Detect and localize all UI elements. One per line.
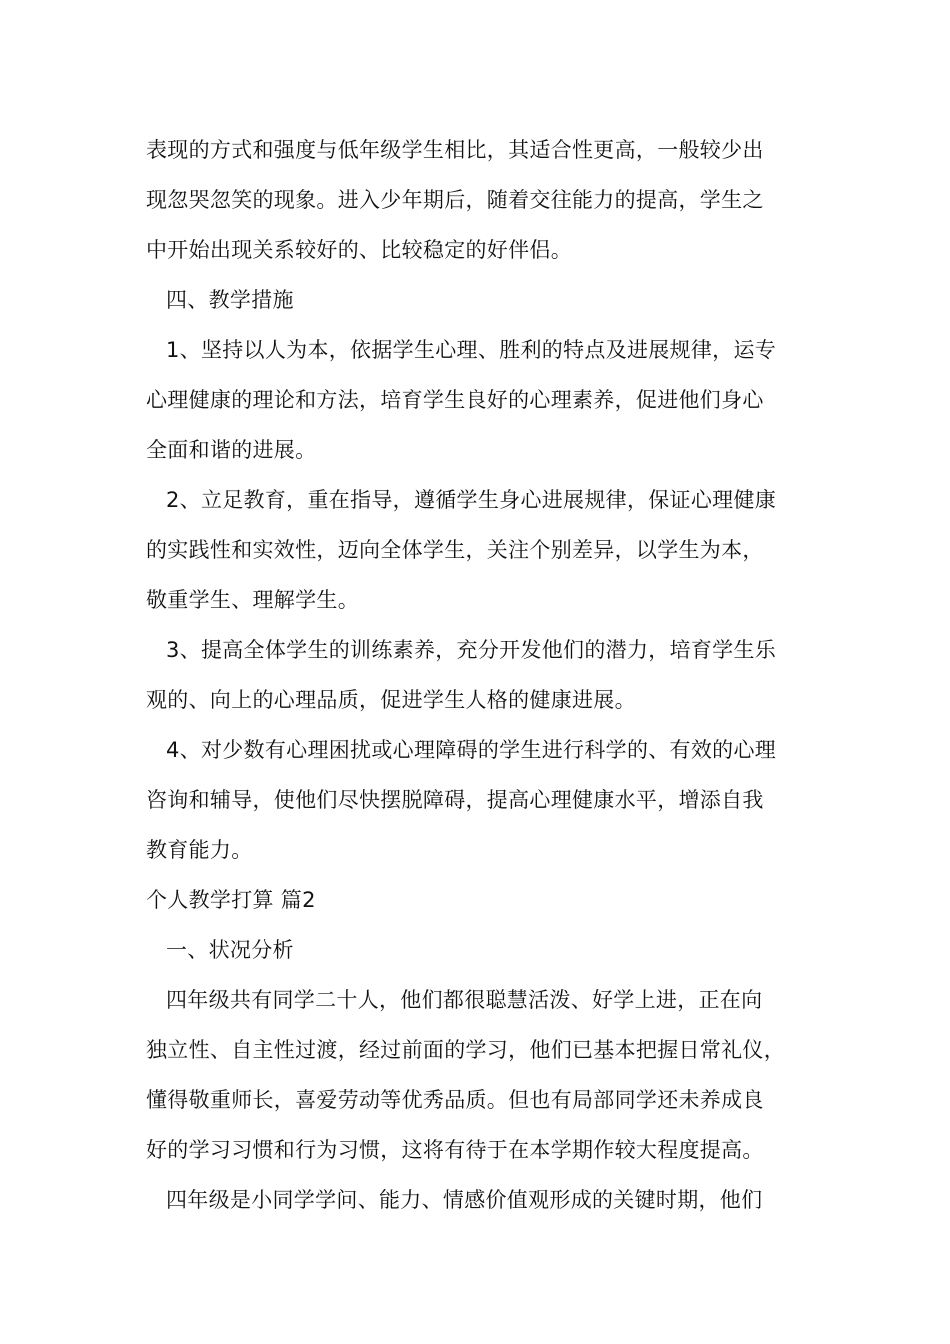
text-line: 4、对少数有心理困扰或心理障碍的学生进行科学的、有效的心理 [166, 738, 777, 762]
text-line: 的实践性和实效性，迈向全体学生，关注个别差异，以学生为本， [146, 538, 764, 562]
text-line: 教育能力。 [146, 838, 253, 862]
text-line: 3、提高全体学生的训练素养，充分开发他们的潜力，培育学生乐 [166, 638, 777, 662]
text-line: 全面和谐的进展。 [146, 438, 317, 462]
text-line: 现忽哭忽笑的现象。进入少年期后，随着交往能力的提高，学生之 [146, 188, 764, 212]
text-line: 懂得敬重师长，喜爱劳动等优秀品质。但也有局部同学还未养成良 [146, 1088, 764, 1112]
text-line: 观的、向上的心理品质，促进学生人格的健康进展。 [146, 688, 636, 712]
text-line: 1、坚持以人为本，依据学生心理、胜利的特点及进展规律，运专 [166, 338, 777, 362]
text-line: 独立性、自主性过渡，经过前面的学习，他们已基本把握日常礼仪， [146, 1038, 785, 1062]
text-line: 咨询和辅导，使他们尽快摆脱障碍，提高心理健康水平，增添自我 [146, 788, 764, 812]
text-line: 心理健康的理论和方法，培育学生良好的心理素养，促进他们身心 [146, 388, 764, 412]
document-heading: 个人教学打算 篇2 [146, 888, 316, 912]
text-line: 2、立足教育，重在指导，遵循学生身心进展规律，保证心理健康 [166, 488, 777, 512]
section-heading: 四、教学措施 [166, 288, 294, 312]
text-line: 表现的方式和强度与低年级学生相比，其适合性更高，一般较少出 [146, 138, 764, 162]
text-line: 四年级共有同学二十人，他们都很聪慧活泼、好学上进，正在向 [166, 988, 763, 1012]
text-line: 敬重学生、理解学生。 [146, 588, 359, 612]
section-heading: 一、状况分析 [166, 938, 294, 962]
text-line: 中开始出现关系较好的、比较稳定的好伴侣。 [146, 238, 572, 262]
text-line: 四年级是小同学学问、能力、情感价值观形成的关键时期，他们 [166, 1188, 763, 1212]
text-line: 好的学习习惯和行为习惯，这将有待于在本学期作较大程度提高。 [146, 1138, 764, 1162]
